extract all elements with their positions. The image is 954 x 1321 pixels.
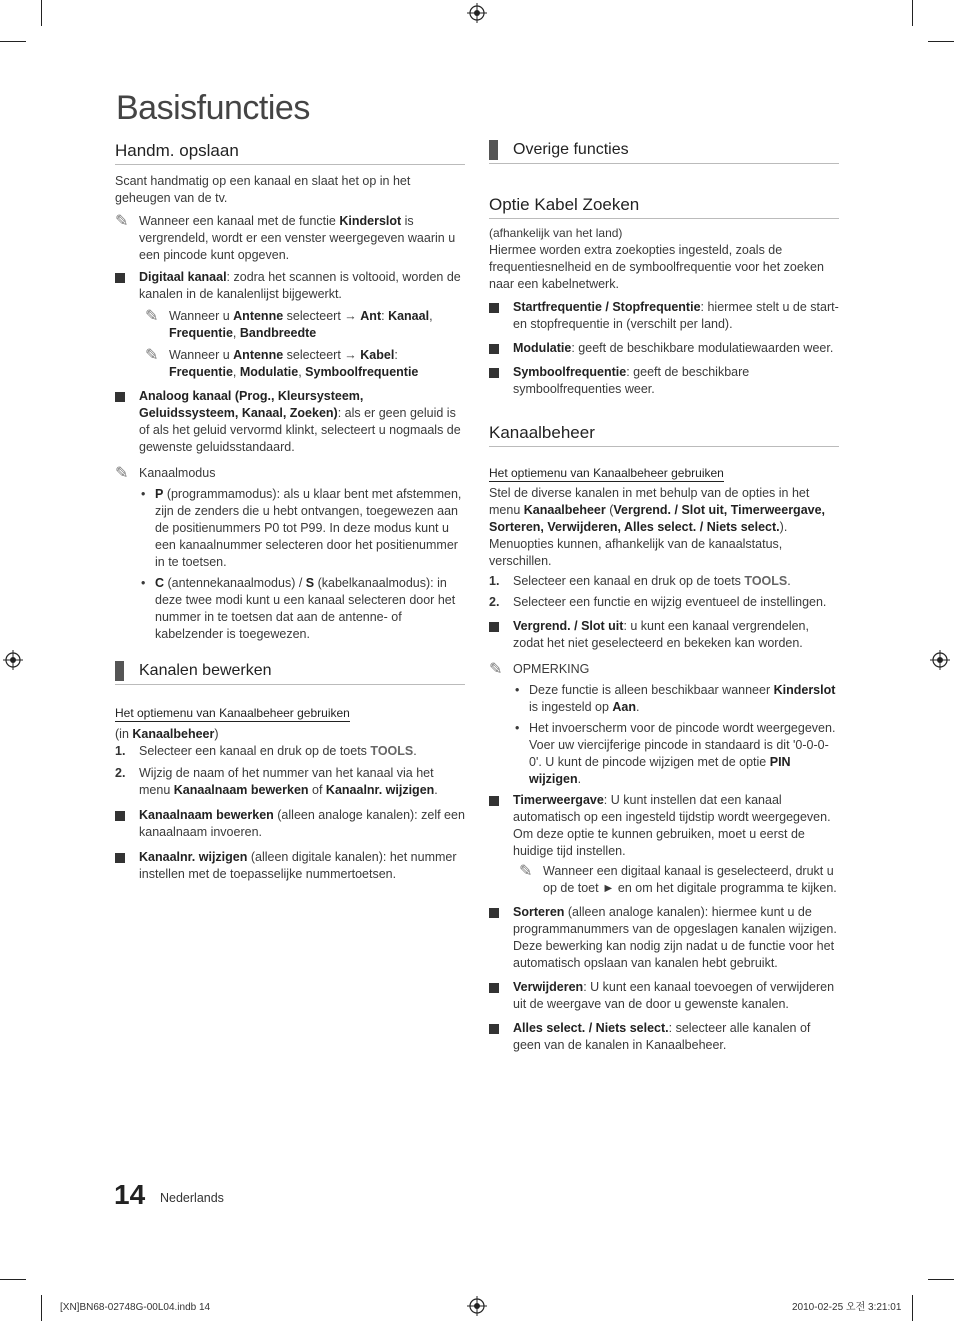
text: : — [381, 309, 389, 323]
text-bold: Aan — [612, 700, 637, 714]
registration-mark-icon — [930, 650, 950, 670]
numbered-step — [489, 594, 839, 611]
text-bold: Antenne — [233, 348, 284, 362]
crop-mark — [912, 0, 913, 26]
text: , — [232, 365, 240, 379]
text-bold: P — [155, 487, 164, 501]
square-bullet-icon — [115, 273, 125, 283]
crop-mark — [928, 1279, 954, 1280]
list-item — [515, 720, 839, 788]
square-bullet-icon — [489, 1024, 499, 1034]
text-bold: Kabel — [360, 348, 395, 362]
print-slug-file: [XN]BN68-02748G-00L04.indb 14 — [60, 1302, 211, 1313]
bullet-item — [489, 364, 839, 398]
text-bold: Analoog kanaal (Prog., Kleursysteem, Geluidssysteem, Kanaal, Zoeken) — [139, 389, 364, 420]
text: Selecteer een kanaal en druk op de toets — [513, 574, 745, 588]
text-bold: Alles select. / Niets select. — [513, 1021, 669, 1035]
text: (alleen analoge kanalen): hiermee kunt u de programmanummers van de opgeslagen kanalen wijzigen. Deze bewerking kan nodig zijn nadat u de functie voor het automatisch opslaan van kanalen hebt gebruikt. — [513, 905, 837, 970]
text-bold: Modulatie — [513, 341, 572, 355]
note — [145, 347, 465, 381]
text-bold: Symboolfrequentie — [513, 365, 627, 379]
text: selecteert → — [283, 309, 361, 323]
crop-mark — [41, 1295, 42, 1321]
bullet-item — [489, 299, 839, 333]
text-bold: Frequentie — [169, 326, 233, 340]
registration-mark-icon — [467, 3, 487, 23]
text: Selecteer een functie en wijzig eventueel de instellingen. — [513, 595, 827, 609]
page-title: Basisfuncties — [116, 89, 310, 127]
text: Wanneer een digitaal kanaal is geselecteerd, drukt u op de toet ► en om het digitale programma te kijken. — [543, 864, 837, 895]
text: OPMERKING — [513, 662, 590, 676]
text-bold: Kinderslot — [773, 683, 836, 697]
text-bold: TOOLS — [744, 574, 788, 588]
text: Overige functies — [513, 141, 629, 158]
text-bold: Kanaalnaam bewerken — [173, 783, 309, 797]
text-bold: Kinderslot — [339, 214, 402, 228]
text: : als er geen geluid is of als het geluid vervormd klinkt, selecteert u nogmaals de gewenste geluidsstandaard. — [139, 406, 461, 454]
heading-bar — [489, 140, 498, 160]
text: . — [636, 700, 640, 714]
square-bullet-icon — [489, 796, 499, 806]
dot-bullet-icon: • — [141, 487, 146, 501]
print-slug-date: 2010-02-25 오전 3:21:01 — [792, 1302, 902, 1313]
text-bold: Timerweergave — [513, 793, 604, 807]
pencil-note-icon: ✎ — [115, 213, 129, 230]
text: Wanneer een kanaal met de functie — [139, 214, 340, 228]
text: (kabelkanaalmodus): in deze twee modi kunt u een kanaal selecteren door het nummer in te toetsen dat aan de antenne- of kabelzender is toegewezen. — [155, 576, 456, 641]
text-bold: Frequentie — [169, 365, 233, 379]
text-bold: Vergrend. / Slot uit, Timerweergave, Sorteren, Verwijderen, Alles select. / Niets select. — [489, 503, 826, 534]
bullet-item — [115, 269, 465, 303]
note — [519, 863, 839, 897]
square-bullet-icon — [489, 303, 499, 313]
text: . — [787, 574, 791, 588]
text: Wanneer u — [169, 348, 234, 362]
square-bullet-icon — [115, 392, 125, 402]
subheading-wrap — [489, 465, 839, 482]
pencil-note-icon: ✎ — [115, 465, 129, 482]
text-bold: PIN wijzigen — [529, 755, 791, 786]
text-bold: Symboolfrequentie — [305, 365, 419, 379]
right-column — [489, 140, 839, 1054]
text: : u kunt een kanaal vergrendelen, zodat het niet geselecteerd en bekeken kan worden. — [513, 619, 809, 650]
list-item — [141, 575, 465, 643]
text: : U kunt instellen dat een kanaal automatisch op een ingesteld tijdstip wordt weergegeven. Om deze optie te kunnen gebruiken, moet u eerst de huidige tijd instellen. — [513, 793, 831, 858]
text: Kanalen bewerken — [139, 662, 272, 679]
registration-mark-icon — [3, 650, 23, 670]
bullet-item — [115, 849, 465, 883]
bullet-item — [489, 618, 839, 652]
text-bold: C — [155, 576, 165, 590]
paragraph — [115, 726, 465, 743]
text: ). Menuopties kunnen, afhankelijk van de kanaalstatus, verschillen. — [489, 520, 788, 568]
text: Selecteer een kanaal en druk op de toets — [139, 744, 371, 758]
text: . — [577, 772, 582, 786]
paragraph — [489, 485, 839, 570]
text-bold: Vergrend. / Slot uit — [513, 619, 624, 633]
text: (antennekanaalmodus) / — [164, 576, 306, 590]
square-bullet-icon — [489, 983, 499, 993]
text: , — [429, 309, 433, 323]
pencil-note-icon: ✎ — [145, 347, 159, 364]
page-number: 14 — [114, 1179, 146, 1210]
crop-mark — [0, 1279, 26, 1280]
text-bold: Ant — [360, 309, 382, 323]
text: : geeft de beschikbare symboolfrequenties weer. — [513, 365, 750, 396]
square-bullet-icon — [489, 344, 499, 354]
note — [115, 465, 465, 482]
text: , — [232, 326, 240, 340]
crop-mark — [41, 0, 42, 26]
text: : geeft de beschikbare modulatiewaarden weer. — [571, 341, 834, 355]
subheading-wrap — [115, 705, 465, 722]
pencil-note-icon: ✎ — [519, 863, 533, 880]
note — [115, 213, 465, 264]
bullet-item — [489, 340, 839, 357]
text-bold: Kanaalbeheer — [523, 503, 606, 517]
text: : hiermee stelt u de start- en stopfrequentie in (verschilt per land). — [513, 300, 839, 331]
crop-mark — [912, 1295, 913, 1321]
pencil-note-icon: ✎ — [489, 661, 503, 678]
text: : selecteer alle kanalen of geen van de kanalen in Kanaalbeheer. — [513, 1021, 811, 1052]
section-heading-kanaalbeheer: Kanaalbeheer — [489, 422, 839, 447]
text: selecteert → — [283, 348, 361, 362]
text-bold: Kanaal — [388, 309, 430, 323]
subheading: Het optiemenu van Kanaalbeheer gebruiken — [489, 466, 724, 480]
paragraph: Hiermee worden extra zoekopties ingesteld, zoals de frequentiesnelheid en de symboolfrequentie voor het zoeken naar een kabelnetwerk. — [489, 243, 824, 291]
numbered-step — [489, 573, 839, 590]
step-number: 1. — [115, 744, 126, 758]
text: Stel de diverse kanalen in met behulp van de opties in het menu — [489, 486, 810, 517]
text: Het invoerscherm voor de pincode wordt weergegeven. Voer uw viercijferige pincode in standaard is dit '0-0-0-0'. U kunt de pincode wijzigen met de optie — [529, 721, 836, 769]
bullet-item — [489, 1020, 839, 1054]
square-bullet-icon — [489, 622, 499, 632]
note — [145, 308, 465, 342]
text: (programmamodus): als u klaar bent met afstemmen, zijn de zenders die u hebt ontvangen, toegewezen aan de positienummers P0 tot P99. In deze modus kunt u een kanaalnummer selecteren door het positienummer in te toetsen. — [155, 487, 462, 569]
text-bold: Kanaalnr. wijzigen — [139, 850, 248, 864]
text: is vergrendeld, wordt er een venster weergegeven waarin u een pincode kunt opgeven. — [139, 214, 456, 262]
paragraph: Scant handmatig op een kanaal en slaat het op in het geheugen van de tv. — [115, 174, 411, 205]
text-bold: Sorteren — [513, 905, 565, 919]
list-item — [141, 486, 465, 571]
text-bold: Kanaalbeheer — [132, 727, 215, 741]
text: Deze functie is alleen beschikbaar wanneer — [529, 683, 774, 697]
step-number: 1. — [489, 574, 500, 588]
crop-mark — [928, 41, 954, 42]
section-heading-handm-opslaan: Handm. opslaan — [115, 140, 465, 165]
text-bold: Bandbreedte — [239, 326, 317, 340]
page-language: Nederlands — [160, 1191, 224, 1205]
step-number: 2. — [115, 766, 126, 780]
text-bold: Antenne — [233, 309, 284, 323]
section-heading-kanalen-bewerken — [115, 661, 465, 685]
text-bold: S — [305, 576, 315, 590]
text: Wijzig de naam of het nummer van het kanaal via het menu — [139, 766, 434, 797]
crop-mark — [0, 41, 26, 42]
section-heading-optie-kabel-zoeken: Optie Kabel Zoeken — [489, 194, 839, 219]
square-bullet-icon — [115, 811, 125, 821]
numbered-step — [115, 765, 465, 799]
text: : zodra het scannen is voltooid, worden de kanalen in de kanalenlijst bijgewerkt. — [139, 270, 461, 301]
dot-bullet-icon: • — [515, 721, 520, 735]
text-bold: Kanaalnaam bewerken — [139, 808, 274, 822]
text: is ingesteld op — [529, 700, 613, 714]
numbered-step — [115, 743, 465, 760]
text: Wanneer u — [169, 309, 234, 323]
square-bullet-icon — [115, 853, 125, 863]
text: (alleen digitale kanalen): het nummer instellen met de toepasselijke nummertoetsen. — [139, 850, 457, 881]
bullet-item — [489, 979, 839, 1013]
bullet-item — [489, 792, 839, 860]
text: ) — [214, 727, 219, 741]
text: : U kunt een kanaal toevoegen of verwijderen uit de weergave van de door u gewenste kanalen. — [513, 980, 835, 1011]
text: ( — [605, 503, 614, 517]
bullet-item — [115, 807, 465, 841]
text: , — [298, 365, 306, 379]
registration-mark-icon — [467, 1296, 487, 1316]
text: of — [308, 783, 326, 797]
step-number: 2. — [489, 595, 500, 609]
bullet-item — [489, 904, 839, 972]
text-bold: Verwijderen — [513, 980, 584, 994]
section-heading-overige-functies — [489, 140, 839, 164]
text-bold: Modulatie — [239, 365, 299, 379]
bullet-item — [115, 388, 465, 456]
paragraph: (afhankelijk van het land) — [489, 226, 623, 240]
text-bold: Digitaal kanaal — [139, 270, 227, 284]
text-bold: Startfrequentie / Stopfrequentie — [513, 300, 701, 314]
heading-bar — [115, 661, 124, 681]
text: . — [413, 744, 417, 758]
text-bold: Kanaalnr. wijzigen — [325, 783, 435, 797]
text: (alleen analoge kanalen): zelf een kanaalnaam invoeren. — [139, 808, 465, 839]
pencil-note-icon: ✎ — [145, 308, 159, 325]
subheading: Het optiemenu van Kanaalbeheer gebruiken — [115, 706, 350, 720]
text: . — [434, 783, 438, 797]
text-bold: TOOLS — [370, 744, 414, 758]
list-item — [515, 682, 839, 716]
text: Kanaalmodus — [139, 466, 216, 480]
square-bullet-icon — [489, 908, 499, 918]
text: (in — [115, 727, 133, 741]
dot-bullet-icon: • — [515, 683, 520, 697]
square-bullet-icon — [489, 368, 499, 378]
left-column — [115, 140, 465, 883]
dot-bullet-icon: • — [141, 576, 146, 590]
text: : — [394, 348, 398, 362]
note — [489, 661, 839, 678]
